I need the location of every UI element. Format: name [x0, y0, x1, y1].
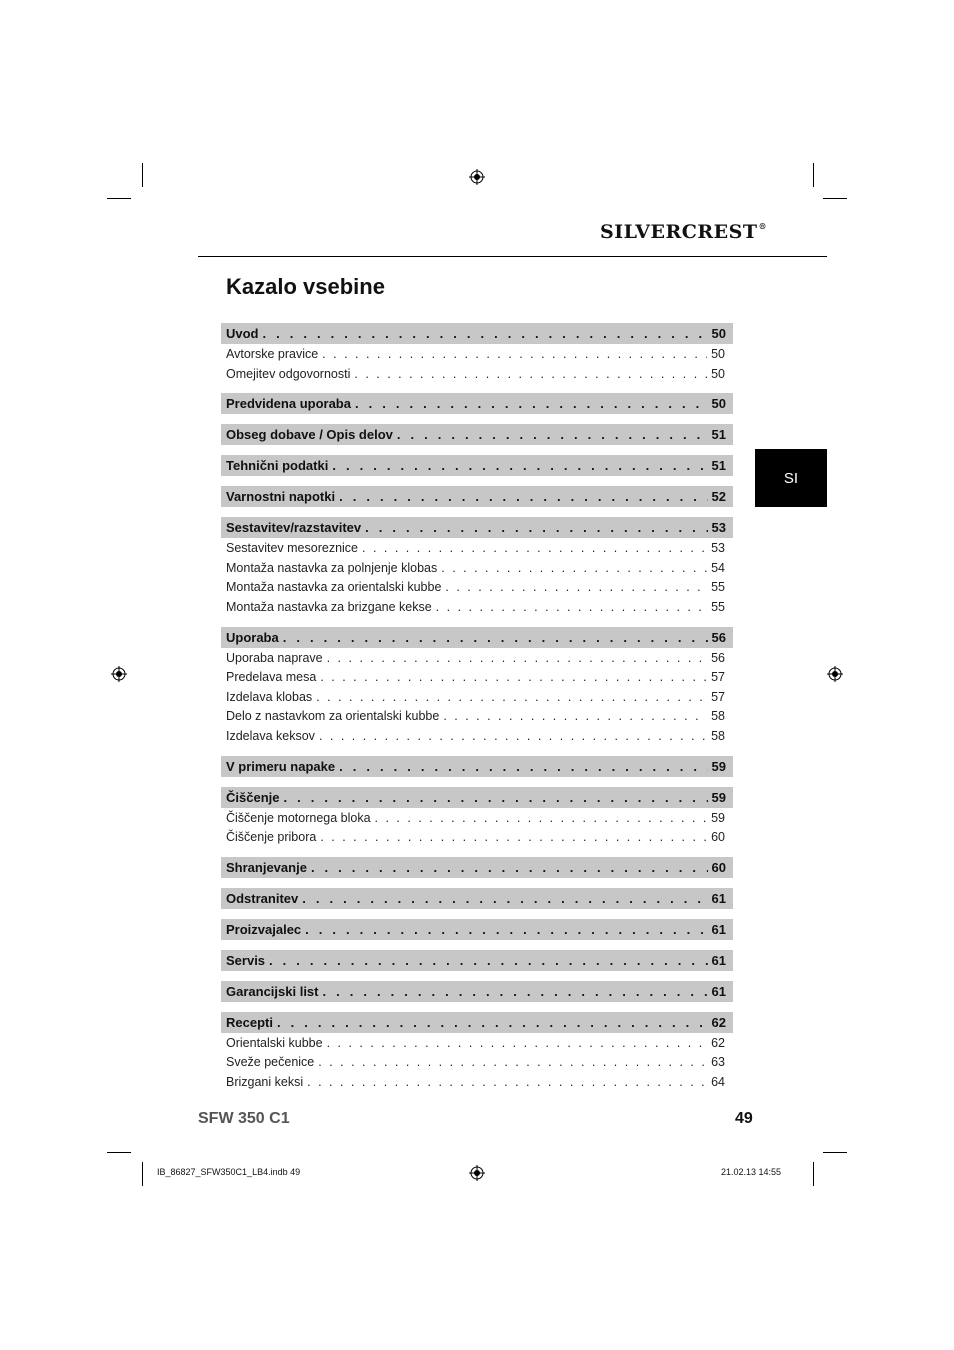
crop-mark [142, 163, 143, 187]
toc-leader-dots [362, 541, 707, 555]
toc-subsection-label: Montaža nastavka za brizgane kekse [226, 600, 432, 614]
toc-section-page: 56 [711, 629, 726, 645]
toc-subsection-row [221, 1072, 733, 1092]
toc-subsection-row [221, 726, 733, 746]
toc-subsection-page: 63 [711, 1055, 725, 1070]
print-slug-date: 21.02.13 14:55 [721, 1167, 782, 1177]
toc-section-row [221, 1012, 733, 1033]
toc-leader-dots [322, 347, 707, 361]
toc-leader-dots [354, 367, 707, 381]
toc-subsection-row [221, 344, 733, 364]
print-slug-file: IB_86827_SFW350C1_LB4.indb 49 [157, 1167, 301, 1177]
toc-subsection-row [221, 597, 733, 617]
toc-section-row [221, 981, 733, 1002]
toc-subsection-label: Izdelava klobas [226, 689, 313, 704]
toc-subsection-row [221, 687, 733, 707]
toc-section-page: 61 [711, 983, 726, 999]
crop-mark [107, 1152, 131, 1153]
toc-section-page: 62 [711, 1014, 726, 1030]
toc-subsection-page: 57 [711, 689, 725, 704]
toc-leader-dots [355, 396, 708, 411]
toc-subsection-label: Uporaba naprave [226, 650, 323, 665]
toc-leader-dots [319, 729, 707, 743]
toc-subsection-row [221, 577, 733, 597]
toc-leader-dots [263, 326, 708, 341]
crop-mark [823, 198, 847, 199]
toc-subsection-row [221, 648, 733, 668]
toc-subsection-row [221, 827, 733, 847]
toc-leader-dots [320, 830, 707, 844]
toc-section-row [221, 950, 733, 971]
toc-subsection-page: 53 [711, 541, 725, 556]
toc-leader-dots [283, 630, 708, 645]
toc-subsection-page: 64 [711, 1075, 725, 1089]
toc-subsection-row [221, 538, 733, 558]
toc-subsection-label: Izdelava keksov [226, 729, 315, 743]
toc-section-page: 52 [711, 489, 726, 505]
toc-subsection-label: Orientalski kubbe [226, 1035, 323, 1050]
toc-leader-dots [320, 670, 707, 684]
toc-leader-dots [307, 1075, 707, 1089]
crop-mark [813, 163, 814, 187]
toc-subsection-page: 55 [711, 580, 725, 595]
toc-subsection-row [221, 364, 733, 384]
toc-leader-dots [318, 1055, 707, 1069]
toc-section-row [221, 393, 733, 414]
toc-section-page: 59 [711, 789, 726, 805]
toc-section-page: 61 [711, 952, 726, 968]
toc-subsection-page: 59 [711, 810, 725, 825]
toc-section-label: Uporaba [226, 629, 279, 645]
toc-subsection-row [221, 558, 733, 578]
crop-mark [142, 1162, 143, 1186]
toc-subsection-page: 62 [711, 1035, 725, 1050]
toc-subsection-label: Montaža nastavka za orientalski kubbe [226, 580, 442, 595]
toc-subsection-label: Avtorske pravice [226, 347, 319, 361]
toc-leader-dots [305, 922, 707, 937]
toc-leader-dots [327, 651, 707, 665]
toc-section-row [221, 455, 733, 476]
toc-subsection-row [221, 1052, 733, 1072]
toc-section-label: Odstranitev [226, 890, 299, 906]
toc-subsection-row [221, 706, 733, 726]
toc-section-row [221, 424, 733, 445]
toc-leader-dots [327, 1036, 708, 1050]
toc-section-label: Čiščenje [226, 789, 280, 805]
toc-subsection-page: 58 [711, 729, 725, 743]
toc-section-label: Recepti [226, 1014, 273, 1030]
toc-section-row [221, 517, 733, 538]
toc-section-page: 61 [711, 921, 726, 937]
toc-section-row [221, 323, 733, 344]
toc-subsection-page: 58 [711, 709, 725, 724]
toc-subsection-page: 54 [711, 560, 725, 575]
toc-subsection-page: 57 [711, 670, 725, 685]
toc-leader-dots [311, 860, 708, 875]
model-number: SFW 350 C1 [198, 1110, 290, 1127]
toc-section-page: 53 [711, 520, 726, 536]
toc-leader-dots [445, 580, 707, 594]
toc-section-label: Varnostni napotki [226, 489, 336, 505]
toc-section-label: Predvidena uporaba [226, 396, 351, 412]
toc-section-row [221, 756, 733, 777]
toc-leader-dots [339, 489, 707, 504]
toc-leader-dots [436, 600, 707, 614]
toc-section-row [221, 486, 733, 507]
toc-section-label: Tehnični podatki [226, 458, 329, 474]
toc-section-label: Proizvajalec [226, 921, 302, 937]
toc-leader-dots [443, 709, 707, 723]
toc-leader-dots [397, 427, 708, 442]
crop-mark [107, 198, 131, 199]
toc-section-page: 59 [711, 758, 726, 774]
toc-subsection-label: Sestavitev mesoreznice [226, 541, 359, 556]
toc-section-label: Uvod [226, 326, 259, 341]
toc-section-page: 61 [711, 890, 726, 906]
toc-subsection-label: Sveže pečenice [226, 1055, 315, 1070]
toc-leader-dots [375, 811, 708, 825]
page-number: 49 [735, 1110, 753, 1127]
toc-subsection-label: Predelava mesa [226, 670, 317, 685]
toc-section-label: Servis [226, 952, 266, 968]
registration-mark-icon [469, 1165, 485, 1181]
toc-subsection-page: 60 [711, 830, 725, 845]
toc-subsection-page: 50 [711, 366, 725, 381]
brand-logo [600, 221, 767, 253]
toc-section-label: Obseg dobave / Opis delov [226, 427, 393, 443]
toc-leader-dots [323, 984, 708, 999]
crop-mark [823, 1152, 847, 1153]
page-title: Kazalo vsebine [226, 274, 385, 299]
toc-leader-dots [277, 1015, 708, 1030]
toc-section-page: 50 [711, 396, 726, 412]
toc-leader-dots [441, 561, 707, 575]
crop-mark [813, 1162, 814, 1186]
toc-section-label: Garancijski list [226, 983, 319, 999]
toc-subsection-label: Brizgani keksi [226, 1075, 304, 1089]
toc-section-label: V primeru napake [226, 758, 336, 774]
toc-section-label: Sestavitev/razstavitev [226, 520, 362, 536]
toc-section-page: 51 [711, 427, 726, 443]
toc-subsection-label: Delo z nastavkom za orientalski kubbe [226, 709, 440, 724]
registration-mark-icon [469, 169, 485, 185]
toc-leader-dots [316, 690, 707, 704]
toc-section-row [221, 787, 733, 808]
toc-section-row [221, 888, 733, 909]
toc-subsection-label: Omejitev odgovornosti [226, 366, 351, 381]
toc-leader-dots [283, 790, 707, 805]
toc-subsection-row [221, 1033, 733, 1053]
toc-leader-dots [302, 891, 707, 906]
toc-subsection-row [221, 808, 733, 828]
toc-section-page: 60 [711, 859, 726, 875]
brand-name: SILVERCREST [600, 221, 758, 243]
toc-leader-dots [339, 759, 707, 774]
language-tab: SI [755, 449, 827, 507]
toc-subsection-row [221, 667, 733, 687]
toc-section-row [221, 857, 733, 878]
toc-subsection-label: Čiščenje pribora [226, 830, 317, 845]
brand-trademark: ® [758, 221, 767, 231]
toc-section-row [221, 627, 733, 648]
toc-section-row [221, 919, 733, 940]
toc-subsection-page: 56 [711, 650, 725, 665]
toc-subsection-label: Montaža nastavka za polnjenje klobas [226, 560, 438, 575]
toc-leader-dots [269, 953, 707, 968]
toc-section-page: 50 [711, 326, 726, 341]
toc-section-page: 51 [711, 458, 726, 474]
toc-section-label: Shranjevanje [226, 859, 307, 875]
toc-subsection-page: 55 [711, 600, 725, 614]
toc-leader-dots [332, 458, 707, 473]
registration-mark-icon [827, 666, 843, 682]
toc-subsection-label: Čiščenje motornega bloka [226, 810, 371, 825]
toc-leader-dots [365, 520, 707, 535]
header-rule [198, 256, 827, 257]
registration-mark-icon [111, 666, 127, 682]
toc-subsection-page: 50 [711, 347, 725, 361]
